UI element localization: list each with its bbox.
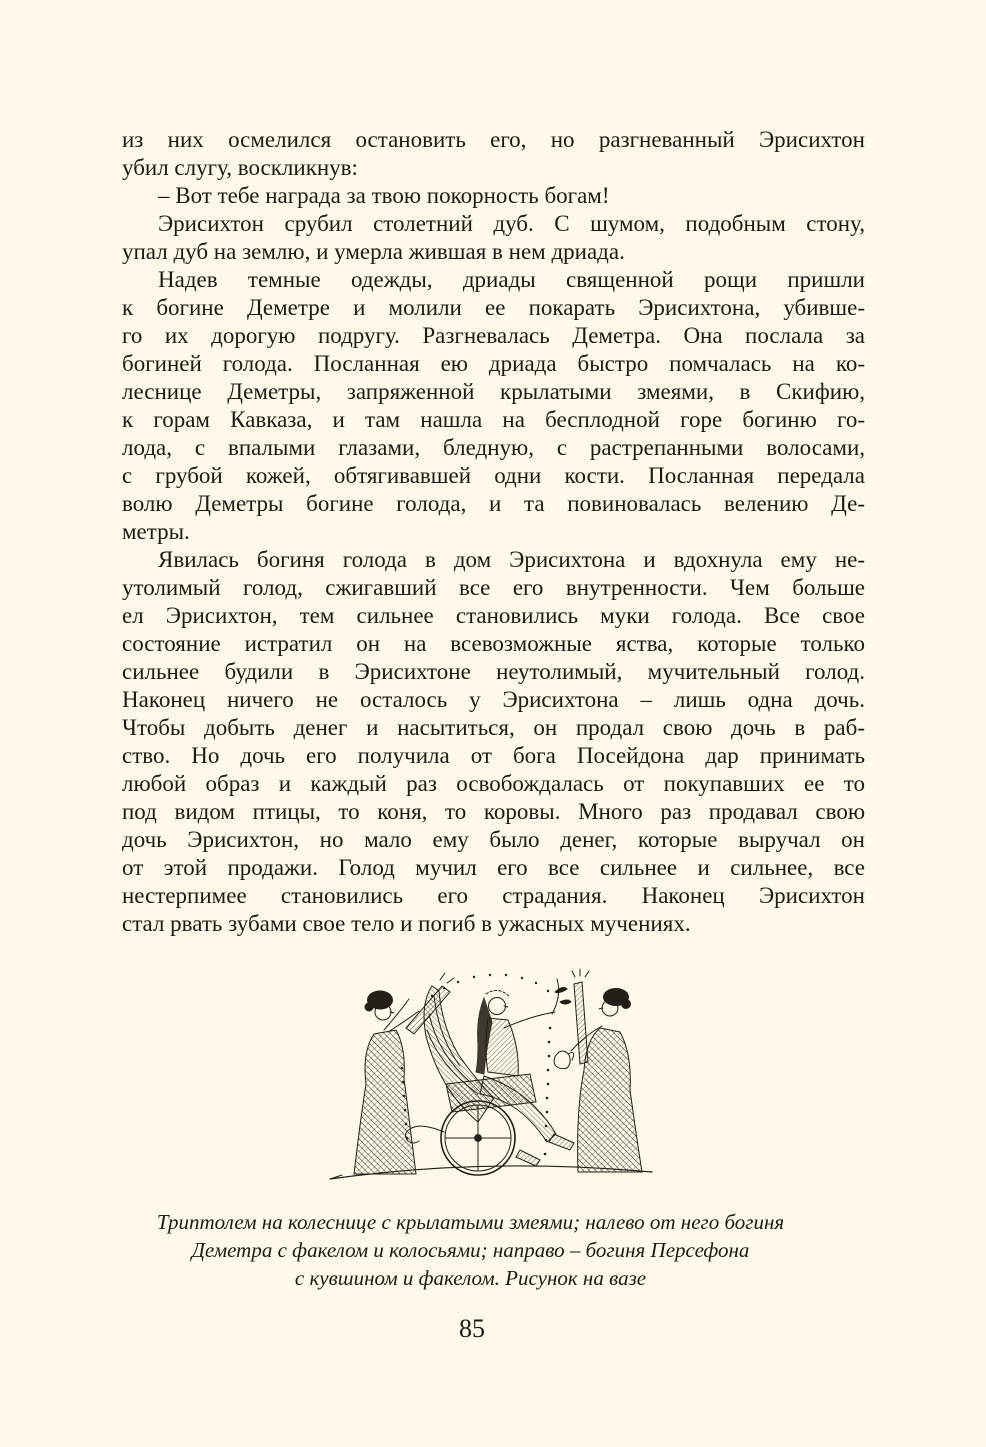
- text-line: ство. Но дочь его получила от бога Посейдона дар принимать: [122, 743, 865, 768]
- text-line: из них осмелился остановить его, но разгневанный Эрисихтон: [122, 127, 865, 152]
- text-line: состояние истратил он на всевозможные яства, которые только: [122, 631, 865, 656]
- caption-line: с кувшином и факелом. Рисунок на вазе: [294, 1266, 647, 1290]
- page-number: 85: [459, 1314, 485, 1343]
- text-line: к богине Деметре и молили ее покарать Эрисихтона, убивше-: [122, 295, 865, 320]
- caption-line: Триптолем на колеснице с крылатыми змеями; налево от него богиня: [156, 1210, 785, 1234]
- paragraph: [122, 546, 865, 938]
- text-line: Явилась богиня голода в дом Эрисихтона и вдохнула ему не-: [158, 547, 865, 572]
- figure-caption: [99, 1208, 842, 1292]
- paragraph: [122, 126, 865, 182]
- text-line: сильнее будили в Эрисихтоне неутолимый, мучительный голод.: [122, 659, 865, 684]
- text-line: к горам Кавказа, и там нашла на бесплодной горе богиню го-: [122, 407, 865, 432]
- paragraph-dialog: [122, 182, 865, 210]
- text-line: убил слугу, воскликнув:: [122, 155, 358, 180]
- text-line: лода, с впалыми глазами, бледную, с растрепанными волосами,: [122, 435, 865, 460]
- demeter-figure: [354, 973, 454, 1174]
- paragraph: [122, 210, 865, 266]
- text-line: Надев темные одежды, дриады священной рощи пришли: [158, 267, 865, 292]
- text-line: леснице Деметры, запряженной крылатыми змеями, в Скифию,: [122, 379, 865, 404]
- text-line: ел Эрисихтон, тем сильнее становились муки голода. Все свое: [122, 603, 865, 628]
- text-line: метры.: [122, 519, 190, 544]
- text-line: богиней голода. Посланная ею дриада быстро помчалась на ко-: [122, 351, 865, 376]
- inscription-dots: [401, 974, 552, 1156]
- text-line: под видом птицы, то коня, то коровы. Много раз продавал свою: [122, 799, 865, 824]
- text-line: от этой продажи. Голод мучил его все сильнее и сильнее, все: [122, 855, 865, 880]
- text-line: волю Деметры богине голода, и та повиновалась велению Де-: [122, 491, 865, 516]
- body-text: [122, 126, 865, 938]
- text-line: Чтобы добыть денег и насытиться, он продал свою дочь в раб-: [122, 715, 865, 740]
- text-line: дочь Эрисихтон, но мало ему было денег, которые выручал он: [122, 827, 865, 852]
- text-line: утолимый голод, сжигавший все его внутренности. Чем больше: [122, 575, 865, 600]
- text-line: упал дуб на землю, и умерла жившая в нем дриада.: [122, 239, 625, 264]
- paragraph: [122, 266, 865, 546]
- text-line: го их дорогую подругу. Разгневалась Деметра. Она послала за: [122, 323, 865, 348]
- text-line: Эрисихтон срубил столетний дуб. С шумом, подобным стону,: [158, 211, 865, 236]
- text-line: с грубой кожей, обтягивавшей одни кости. Посланная передала: [122, 463, 865, 488]
- vase-illustration: [326, 966, 656, 1186]
- caption-line: Деметра с факелом и колосьями; направо – богиня Персефона: [191, 1238, 750, 1262]
- text-line: нестерпимее становились его страдания. Наконец Эрисихтон: [122, 883, 865, 908]
- text-line: Наконец ничего не осталось у Эрисихтона – лишь одна дочь.: [122, 687, 865, 712]
- text-line: стал рвать зубами свое тело и погиб в ужасных мучениях.: [122, 911, 691, 936]
- text-line: – Вот тебе награда за твою покорность богам!: [158, 183, 610, 208]
- text-line: любой образ и каждый раз освобождалась от покупавших ее то: [122, 771, 865, 796]
